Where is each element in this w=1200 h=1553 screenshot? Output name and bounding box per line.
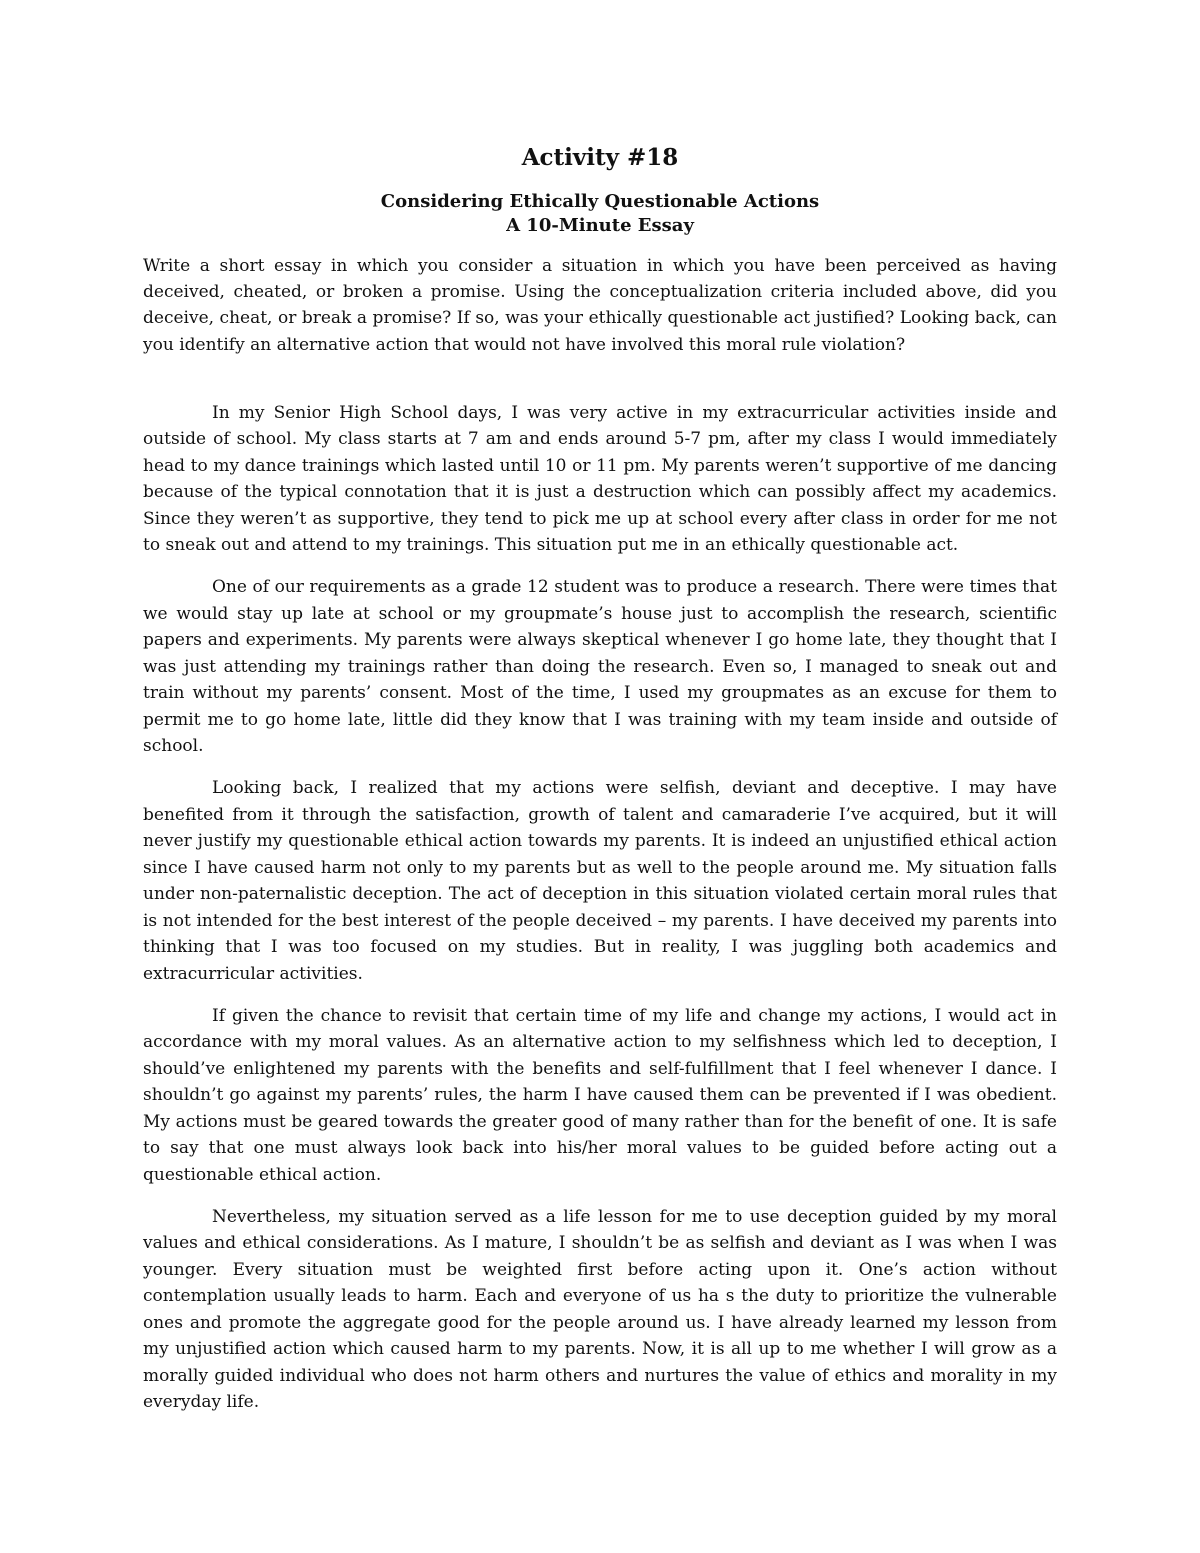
essay-paragraph: If given the chance to revisit that certain time of my life and change my actions, I would act in accordance with my moral values. As an alternative action to my selfishness which led to deception, I should’ve enlightened my parents with the benefits and self-fulfillment that I feel whenever I dance. I shouldn’t go against my parents’ rules, the harm I have caused them can be prevented if I was obedient. My actions must be geared towards the greater good of many rather than for the benefit of one. It is safe to say that one must always look back into his/her moral values to be guided before acting out a questionable ethical action. [143, 1005, 1057, 1185]
essay-body [143, 400, 1057, 1416]
document-title: Activity #18 [521, 144, 679, 171]
document-page [143, 143, 1057, 1431]
essay-paragraph: Looking back, I realized that my actions were selfish, deviant and deceptive. I may have benefited from it through the satisfaction, growth of talent and camaraderie I’ve acquired, but it will never justify my questionable ethical action towards my parents. It is indeed an unjustified ethical action since I have caused harm not only to my parents but as well to the people around me. My situation falls under non-paternalistic deception. The act of deception in this situation violated certain moral rules that is not intended for the best interest of the people deceived – my parents. I have deceived my parents into thinking that I was too focused on my studies. But in reality, I was juggling both academics and extracurricular activities. [143, 778, 1057, 984]
essay-paragraph: One of our requirements as a grade 12 student was to produce a research. There were times that we would stay up late at school or my groupmate’s house just to accomplish the research, scientific papers and experiments. My parents were always skeptical whenever I go home late, they thought that I was just attending my trainings rather than doing the research. Even so, I managed to sneak out and train without my parents’ consent. Most of the time, I used my groupmates as an excuse for them to permit me to go home late, little did they know that I was training with my team inside and outside of school. [143, 577, 1057, 757]
essay-paragraph: In my Senior High School days, I was very active in my extracurricular activities inside and outside of school. My class starts at 7 am and ends around 5-7 pm, after my class I would immediately head to my dance trainings which lasted until 10 or 11 pm. My parents weren’t supportive of me dancing because of the typical connotation that it is just a destruction which can possibly affect my academics. Since they weren’t as supportive, they tend to pick me up at school every after class in order for me not to sneak out and attend to my trainings. This situation put me in an ethically questionable act. [143, 402, 1057, 556]
essay-prompt: Write a short essay in which you consider a situation in which you have been perceived as having deceived, cheated, or broken a promise. Using the conceptualization criteria included above, did you deceive, cheat, or break a promise? If so, was your ethically questionable act justified? Looking back, can you identify an alternative action that would not have involved this moral rule violation? [143, 256, 1057, 355]
document-subtitle-secondary: A 10-Minute Essay [506, 215, 694, 236]
document-subtitle: Considering Ethically Questionable Actions [380, 191, 820, 212]
essay-paragraph: Nevertheless, my situation served as a life lesson for me to use deception guided by my moral values and ethical considerations. As I mature, I shouldn’t be as selfish and deviant as I was when I was younger. Every situation must be weighted first before acting upon it. One’s action without contemplation usually leads to harm. Each and everyone of us ha s the duty to prioritize the vulnerable ones and promote the aggregate good for the people around us. I have already learned my lesson from my unjustified action which caused harm to my parents. Now, it is all up to me whether I will grow as a morally guided individual who does not harm others and nurtures the value of ethics and morality in my everyday life. [143, 1206, 1057, 1413]
